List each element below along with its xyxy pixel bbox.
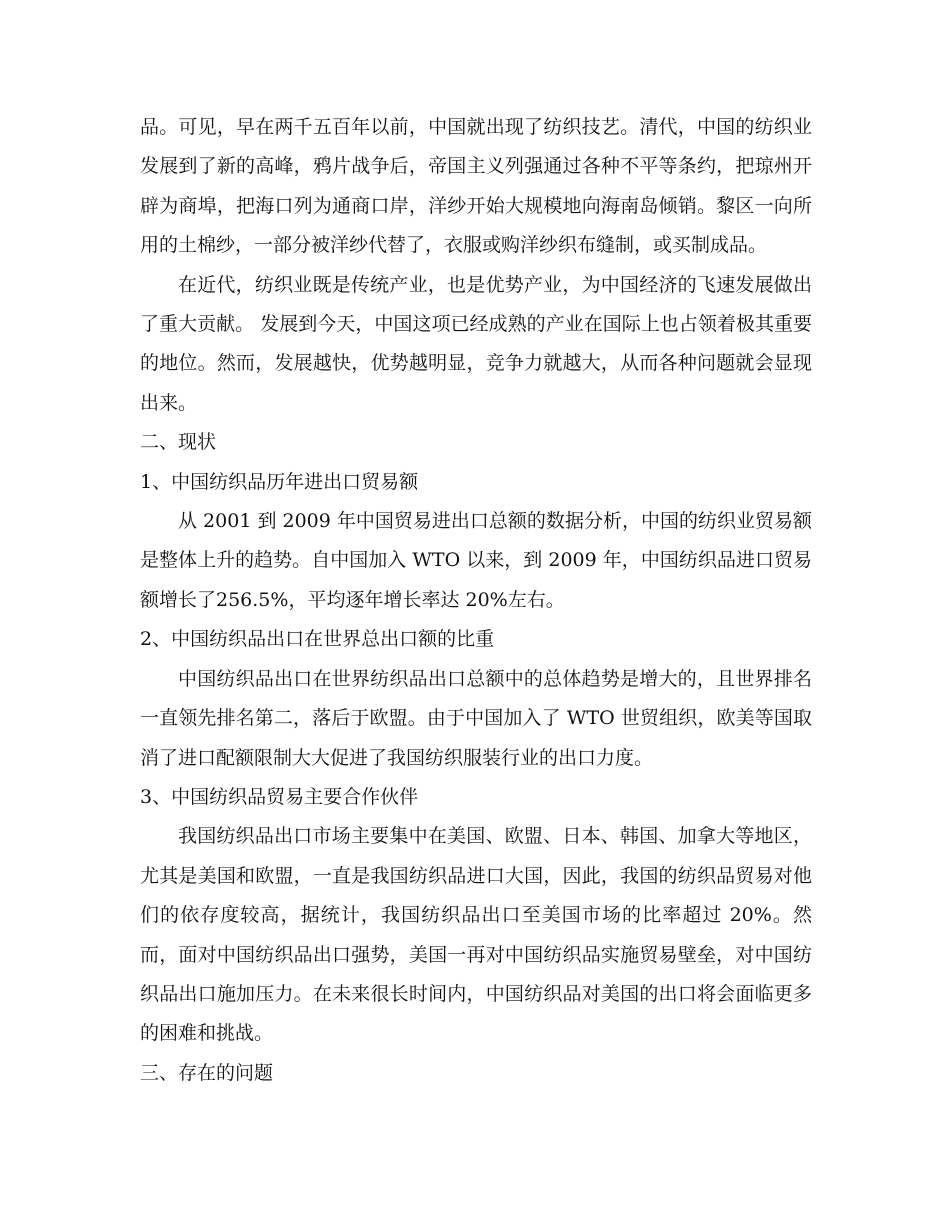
subheading-trade-volume: 1、中国纺织品历年进出口贸易额: [140, 470, 419, 493]
section-heading-status: 二、现状: [140, 431, 217, 454]
paragraph-modern-textile-industry: 在近代，纺织业既是传统产业，也是优势产业，为中国经济的飞速发展做出了重大贡献。 发展到今天，中国这项已经成熟的产业在国际上也占领着极其重要的地位。然而，发展越快，优势越明显，竞争力就越大，从而各种问题就会显现出来。: [140, 273, 812, 414]
subheading-world-export-share: 2、中国纺织品出口在世界总出口额的比重: [140, 628, 495, 651]
paragraph-trade-volume: 从 2001 到 2009 年中国贸易进出口总额的数据分析，中国的纺织业贸易额是整体上升的趋势。自中国加入 WTO 以来，到 2009 年，中国纺织品进口贸易额增长了256.5%，平均逐年增长率达 20%左右。: [140, 510, 812, 611]
paragraph-world-export-share: 中国纺织品出口在世界纺织品出口总额中的总体趋势是增大的，且世界排名一直领先排名第二，落后于欧盟。由于中国加入了 WTO 世贸组织，欧美等国取消了进口配额限制大大促进了我国纺织服装行业的出口力度。: [140, 667, 812, 769]
subheading-trade-partners: 3、中国纺织品贸易主要合作伙伴: [140, 785, 419, 808]
document-body: [140, 108, 812, 1093]
paragraph-textile-history-continuation: 品。可见，早在两千五百年以前，中国就出现了纺织技艺。清代，中国的纺织业发展到了新的高峰，鸦片战争后，帝国主义列强通过各种不平等条约，把琼州开辟为商埠，把海口列为通商口岸，洋纱开始大规模地向海南岛倾销。黎区一向所用的土棉纱，一部分被洋纱代替了，衣服或购洋纱织布缝制，或买制成品。: [140, 116, 812, 257]
paragraph-trade-partners: 我国纺织品出口市场主要集中在美国、欧盟、日本、韩国、加拿大等地区，尤其是美国和欧盟，一直是我国纺织品进口大国，因此，我国的纺织品贸易对他们的依存度较高，据统计，我国纺织品出口至美国市场的比率超过 20%。然而，面对中国纺织品出口强势，美国一再对中国纺织品实施贸易壁垒，对中国纺织品出口施加压力。在未来很长时间内，中国纺织品对美国的出口将会面临更多的困难和挑战。: [140, 825, 812, 1045]
section-heading-problems: 三、存在的问题: [140, 1061, 274, 1084]
